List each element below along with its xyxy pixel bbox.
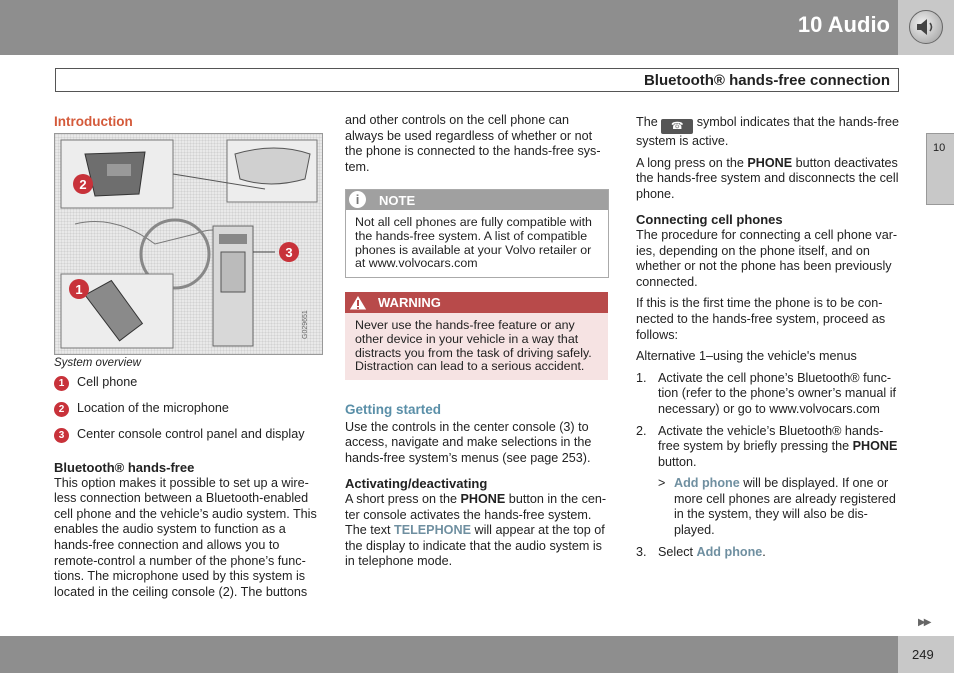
bluetooth-section xyxy=(54,460,320,606)
note-box xyxy=(345,189,609,278)
page-number-box xyxy=(898,636,954,673)
warning-text: Never use the hands-free feature or any other device in your vehicle in a way that distracts you from the task of driving safely. Distraction can lead to a serious accident. xyxy=(355,318,592,374)
info-icon: i xyxy=(349,191,366,208)
legend-item xyxy=(54,375,305,401)
callout-3-icon: 3 xyxy=(54,428,69,443)
warning-triangle-icon xyxy=(348,294,368,311)
note-text: Not all cell phones are fully compatible with the hands-free system. A list of compatible phones is available at your Volvo retailer or at www.volvocars.com xyxy=(355,215,592,271)
footer-bar xyxy=(0,636,898,673)
column-3 xyxy=(636,115,902,566)
note-label: NOTE xyxy=(379,193,416,208)
first-time-text: If this is the first time the phone is to be con-nected to the hands-free system, proceed as follows: xyxy=(636,296,886,342)
alternative-text: Alternative 1–using the vehicle's menus xyxy=(636,349,857,364)
list-item: 2. Activate the vehicle’s Bluetooth® hands-free system by briefly pressing the PHONE button. xyxy=(636,423,898,469)
note-header xyxy=(346,190,608,210)
legend-text: Location of the microphone xyxy=(77,401,229,415)
figure-drawing xyxy=(55,134,322,354)
column-2-top xyxy=(345,113,610,181)
svg-text:1: 1 xyxy=(75,282,83,297)
legend-text: Center console control panel and display xyxy=(77,427,305,441)
callout-1-icon: 1 xyxy=(54,376,69,391)
bluetooth-heading: Bluetooth® hands-free xyxy=(54,460,195,475)
chapter-icon-box xyxy=(898,0,954,55)
connecting-heading: Connecting cell phones xyxy=(636,212,783,228)
intro-heading: Introduction xyxy=(54,114,133,129)
chapter-title: 10 Audio xyxy=(797,12,890,37)
activating-heading: Activating/deactivating xyxy=(345,476,488,492)
getting-started-heading: Getting started xyxy=(345,402,442,417)
callout-2-icon: 2 xyxy=(54,402,69,417)
continued-text: and other controls on the cell phone can always be used regardless of whether or not the phone is connected to the hands-free sys-tem. xyxy=(345,113,601,174)
getting-started-text: Use the controls in the center console (3) to access, navigate and make selections in the hands-free system’s menus (see page 253). xyxy=(345,419,592,465)
svg-text:3: 3 xyxy=(285,245,293,260)
phone-handset-icon: ☎ xyxy=(661,119,693,134)
getting-started-section xyxy=(345,402,611,576)
warning-box xyxy=(345,292,608,380)
page-number: 249 xyxy=(912,647,934,662)
legend-item xyxy=(54,401,305,427)
figure-caption: System overview xyxy=(54,357,141,369)
warning-label: WARNING xyxy=(378,295,441,310)
system-overview-figure xyxy=(54,133,323,355)
bluetooth-text: This option makes it possible to set up a wire-less connection between a Bluetooth-enabled cell phone and the vehicle’s audio system. This enables the audio system to function as a hands-free connection and allows you to remote-control a number of the phone’s func-tions. The microphone used by this system is located in the ceiling console (2). The buttons xyxy=(54,475,317,599)
warning-header xyxy=(345,292,608,313)
long-press-text: A long press on the PHONE button deactivates the hands-free system and disconnects the cell phone. xyxy=(636,155,899,201)
sub-list-item: > Add phone will be displayed. If one or more cell phones are already registered in the system, they will also be dis-played. xyxy=(658,476,896,538)
header-bar xyxy=(0,0,898,55)
activating-text: A short press on the PHONE button in the cen-ter console activates the hands-free system. The text TELEPHONE will appear at the top of the display to indicate that the audio system is in telephone mode. xyxy=(345,491,607,569)
chapter-tab-label: 10 xyxy=(933,142,946,154)
list-item: 3. Select Add phone. xyxy=(636,544,766,559)
legend-text: Cell phone xyxy=(77,375,138,389)
chapter-tab[interactable] xyxy=(926,133,954,205)
legend-item xyxy=(54,427,305,453)
column-1 xyxy=(54,114,324,134)
symbol-text: The ☎ symbol indicates that the hands-free system is active. xyxy=(636,115,900,148)
speaker-icon xyxy=(909,10,943,44)
connecting-text: The procedure for connecting a cell phone var-ies, depending on the phone itself, and on whether or not the phone has been previously connected. xyxy=(636,227,898,289)
figure-legend xyxy=(54,375,305,453)
list-item: 1. Activate the cell phone’s Bluetooth® func-tion (refer to the phone’s owner’s manual if necessary) or go to www.volvocars.com xyxy=(636,370,897,416)
steps-list xyxy=(636,371,902,561)
section-header xyxy=(55,68,899,92)
figure-code: G029651 xyxy=(302,310,309,339)
svg-text:2: 2 xyxy=(79,177,87,192)
next-page-arrows-icon[interactable]: ▶▶ xyxy=(918,617,930,628)
section-title: Bluetooth® hands-free connection xyxy=(643,72,890,89)
